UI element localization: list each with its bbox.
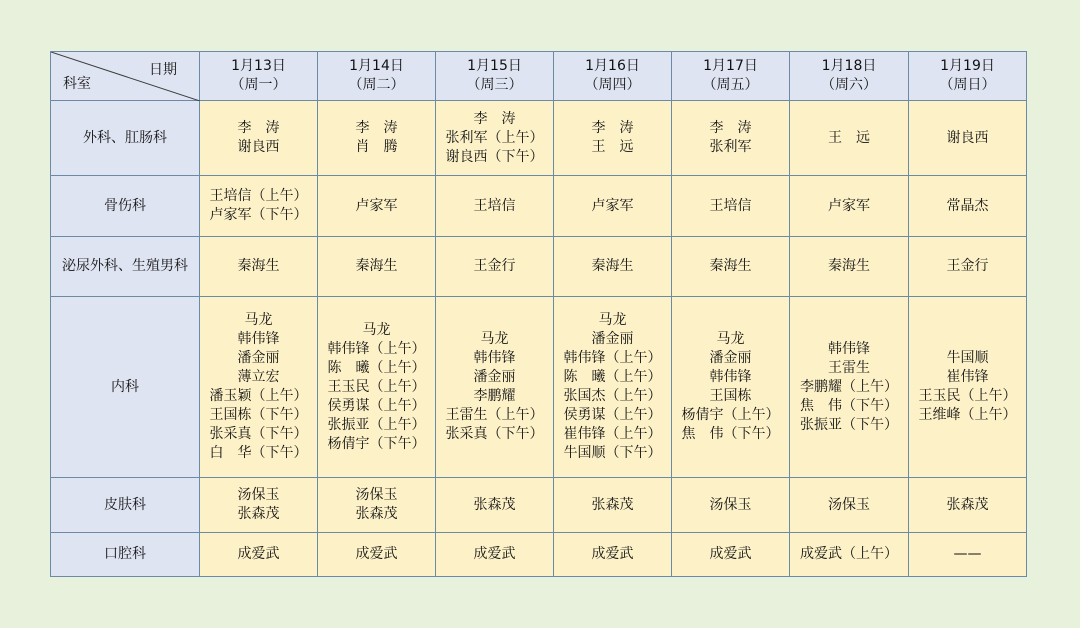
doctor-name: 侯勇谋（上午） xyxy=(563,407,662,423)
doctor-name: 王玉民（上午） xyxy=(918,388,1017,404)
doctor-name: 张利军 xyxy=(709,139,752,155)
doctor-name: 侯勇谋（上午） xyxy=(327,397,426,414)
doctor-name: 秦海生 xyxy=(237,258,280,274)
duty-cell xyxy=(318,176,436,237)
doctor-name: 张采真（下午） xyxy=(209,426,308,442)
doctor-name: 王培信 xyxy=(709,197,752,214)
doctor-name: 王 远 xyxy=(591,139,634,155)
dept-name: 皮肤科 xyxy=(51,478,200,533)
duty-cell xyxy=(318,533,436,577)
dept-name: 外科、肛肠科 xyxy=(51,101,200,176)
duty-cell xyxy=(436,237,554,297)
doctor-name: 王雷生 xyxy=(828,359,870,376)
duty-cell xyxy=(200,176,318,237)
day-date: 1月14日 xyxy=(349,58,404,74)
doctor-name: 马龙 xyxy=(362,321,391,338)
dept-row xyxy=(51,101,1027,176)
duty-cell xyxy=(790,533,909,577)
doctor-name: 韩伟锋（上午） xyxy=(327,340,426,357)
doctor-name: 王培信（上午） xyxy=(209,188,308,204)
day-header xyxy=(318,52,436,101)
duty-cell xyxy=(436,101,554,176)
doctor-name: 卢家军 xyxy=(591,197,634,214)
doctor-name: 卢家军 xyxy=(355,197,398,214)
header-row xyxy=(51,52,1027,101)
duty-cell xyxy=(318,478,436,533)
duty-cell xyxy=(790,176,909,237)
day-weekday: （周四） xyxy=(584,77,641,93)
doctor-name: 成爱武 xyxy=(709,546,752,562)
doctor-name: 杨倩宇（上午） xyxy=(681,407,780,423)
doctor-name: 马龙 xyxy=(716,331,745,347)
duty-cell xyxy=(318,297,436,478)
doctor-name: 韩伟锋 xyxy=(237,331,280,347)
doctor-name: 成爱武 xyxy=(473,546,516,562)
doctor-name: 常晶杰 xyxy=(946,197,989,214)
duty-cell xyxy=(318,101,436,176)
doctor-name: 成爱武（上午） xyxy=(800,546,898,562)
doctor-name: 马龙 xyxy=(480,331,509,347)
corner-date-label: 日期 xyxy=(149,62,177,78)
corner-header xyxy=(51,52,200,101)
doctor-name: —— xyxy=(953,546,982,562)
doctor-name: 薄立宏 xyxy=(237,369,280,385)
doctor-name: 秦海生 xyxy=(355,258,398,274)
doctor-name: 张振亚（下午） xyxy=(800,416,898,433)
doctor-name: 白 华（下午） xyxy=(209,445,308,461)
doctor-name: 王 远 xyxy=(828,129,870,146)
doctor-name: 陈 曦（上午） xyxy=(563,369,662,385)
duty-cell xyxy=(200,533,318,577)
doctor-name: 张采真（下午） xyxy=(445,426,544,442)
doctor-name: 王国栋（下午） xyxy=(209,407,308,423)
duty-cell xyxy=(909,237,1027,297)
doctor-name: 王培信 xyxy=(473,197,516,214)
doctor-name: 张森茂 xyxy=(237,506,280,522)
dept-row xyxy=(51,533,1027,577)
dept-name: 骨伤科 xyxy=(51,176,200,237)
duty-cell xyxy=(790,101,909,176)
corner-dept-label: 科室 xyxy=(63,76,91,92)
doctor-name: 张森茂 xyxy=(355,506,398,522)
dept-row xyxy=(51,478,1027,533)
duty-cell xyxy=(200,297,318,478)
doctor-name: 张森茂 xyxy=(946,496,989,513)
duty-cell xyxy=(554,533,672,577)
doctor-name: 卢家军（下午） xyxy=(209,207,308,223)
duty-cell xyxy=(909,478,1027,533)
day-header xyxy=(672,52,790,101)
doctor-name: 焦 伟（下午） xyxy=(800,397,898,414)
doctor-name: 牛国顺 xyxy=(946,350,989,366)
doctor-name: 成爱武 xyxy=(237,546,280,562)
day-date: 1月18日 xyxy=(821,58,877,74)
day-date: 1月13日 xyxy=(231,58,286,74)
dept-name: 内科 xyxy=(51,297,200,478)
duty-cell xyxy=(672,101,790,176)
doctor-name: 成爱武 xyxy=(355,546,398,562)
day-date: 1月17日 xyxy=(703,58,758,74)
day-header xyxy=(200,52,318,101)
doctor-name: 潘玉颖（上午） xyxy=(209,388,308,404)
doctor-name: 杨倩宇（下午） xyxy=(327,435,426,452)
doctor-name: 牛国顺（下午） xyxy=(563,445,662,461)
dept-row xyxy=(51,237,1027,297)
doctor-name: 张国杰（上午） xyxy=(563,388,662,404)
duty-cell xyxy=(318,237,436,297)
duty-schedule-table xyxy=(50,51,1027,577)
doctor-name: 潘金丽 xyxy=(591,331,634,347)
duty-cell xyxy=(790,237,909,297)
doctor-name: 焦 伟（下午） xyxy=(681,426,780,442)
duty-cell xyxy=(672,237,790,297)
day-weekday: （周六） xyxy=(821,77,877,93)
doctor-name: 王雷生（上午） xyxy=(445,407,544,423)
dept-name: 口腔科 xyxy=(51,533,200,577)
duty-cell xyxy=(436,297,554,478)
doctor-name: 韩伟锋 xyxy=(709,369,752,385)
duty-cell xyxy=(672,478,790,533)
day-date: 1月19日 xyxy=(940,58,995,74)
doctor-name: 王维峰（上午） xyxy=(918,407,1017,423)
doctor-name: 谢良西 xyxy=(237,139,280,155)
doctor-name: 王玉民（上午） xyxy=(327,378,426,395)
doctor-name: 汤保玉 xyxy=(709,496,752,513)
doctor-name: 汤保玉 xyxy=(237,487,280,503)
doctor-name: 陈 曦（上午） xyxy=(327,359,426,376)
duty-cell xyxy=(436,478,554,533)
duty-cell xyxy=(909,101,1027,176)
doctor-name: 成爱武 xyxy=(591,546,634,562)
duty-cell xyxy=(554,237,672,297)
duty-cell xyxy=(200,478,318,533)
doctor-name: 张利军（上午） xyxy=(445,129,544,146)
doctor-name: 李鹏耀（上午） xyxy=(800,378,898,395)
schedule-body xyxy=(51,101,1027,577)
day-weekday: （周二） xyxy=(348,77,405,93)
dept-name: 泌尿外科、生殖男科 xyxy=(51,237,200,297)
day-header xyxy=(554,52,672,101)
day-weekday: （周日） xyxy=(939,77,996,93)
doctor-name: 谢良西（下午） xyxy=(445,148,544,165)
duty-cell xyxy=(672,176,790,237)
doctor-name: 谢良西 xyxy=(946,129,989,146)
duty-cell xyxy=(554,297,672,478)
doctor-name: 汤保玉 xyxy=(355,487,398,503)
doctor-name: 秦海生 xyxy=(591,258,634,274)
duty-cell xyxy=(672,533,790,577)
doctor-name: 卢家军 xyxy=(828,197,870,214)
duty-cell xyxy=(909,176,1027,237)
doctor-name: 潘金丽 xyxy=(709,350,752,366)
doctor-name: 潘金丽 xyxy=(237,350,280,366)
day-header xyxy=(436,52,554,101)
doctor-name: 汤保玉 xyxy=(828,496,870,513)
doctor-name: 李 涛 xyxy=(591,120,634,136)
day-weekday: （周三） xyxy=(466,77,523,93)
dept-row xyxy=(51,176,1027,237)
duty-cell xyxy=(909,297,1027,478)
doctor-name: 崔伟锋（上午） xyxy=(563,426,662,442)
doctor-name: 王金行 xyxy=(946,258,989,274)
doctor-name: 李 涛 xyxy=(709,120,752,136)
schedule-sheet xyxy=(50,51,1026,576)
duty-cell xyxy=(672,297,790,478)
duty-cell xyxy=(200,101,318,176)
duty-cell xyxy=(436,533,554,577)
doctor-name: 韩伟锋（上午） xyxy=(563,350,662,366)
doctor-name: 李 涛 xyxy=(355,120,398,136)
doctor-name: 王国栋 xyxy=(709,388,752,404)
doctor-name: 韩伟锋 xyxy=(473,350,516,366)
doctor-name: 潘金丽 xyxy=(473,369,516,385)
doctor-name: 秦海生 xyxy=(709,258,752,274)
doctor-name: 肖 腾 xyxy=(355,139,398,155)
duty-cell xyxy=(436,176,554,237)
day-weekday: （周五） xyxy=(702,77,759,93)
duty-cell xyxy=(790,478,909,533)
duty-cell xyxy=(909,533,1027,577)
doctor-name: 李鹏耀 xyxy=(473,388,516,404)
doctor-name: 李 涛 xyxy=(473,110,516,127)
duty-cell xyxy=(790,297,909,478)
doctor-name: 张森茂 xyxy=(473,496,516,513)
doctor-name: 崔伟锋 xyxy=(946,369,989,385)
day-header xyxy=(790,52,909,101)
day-date: 1月16日 xyxy=(585,58,640,74)
doctor-name: 张振亚（上午） xyxy=(327,416,426,433)
doctor-name: 秦海生 xyxy=(828,258,870,274)
doctor-name: 张森茂 xyxy=(591,496,634,513)
day-weekday: （周一） xyxy=(230,77,287,93)
doctor-name: 马龙 xyxy=(244,312,273,328)
day-header xyxy=(909,52,1027,101)
doctor-name: 王金行 xyxy=(473,258,516,274)
doctor-name: 韩伟锋 xyxy=(828,340,870,357)
doctor-name: 马龙 xyxy=(598,312,627,328)
dept-row xyxy=(51,297,1027,478)
day-date: 1月15日 xyxy=(467,58,522,74)
duty-cell xyxy=(554,101,672,176)
duty-cell xyxy=(200,237,318,297)
duty-cell xyxy=(554,478,672,533)
duty-cell xyxy=(554,176,672,237)
doctor-name: 李 涛 xyxy=(237,120,280,136)
